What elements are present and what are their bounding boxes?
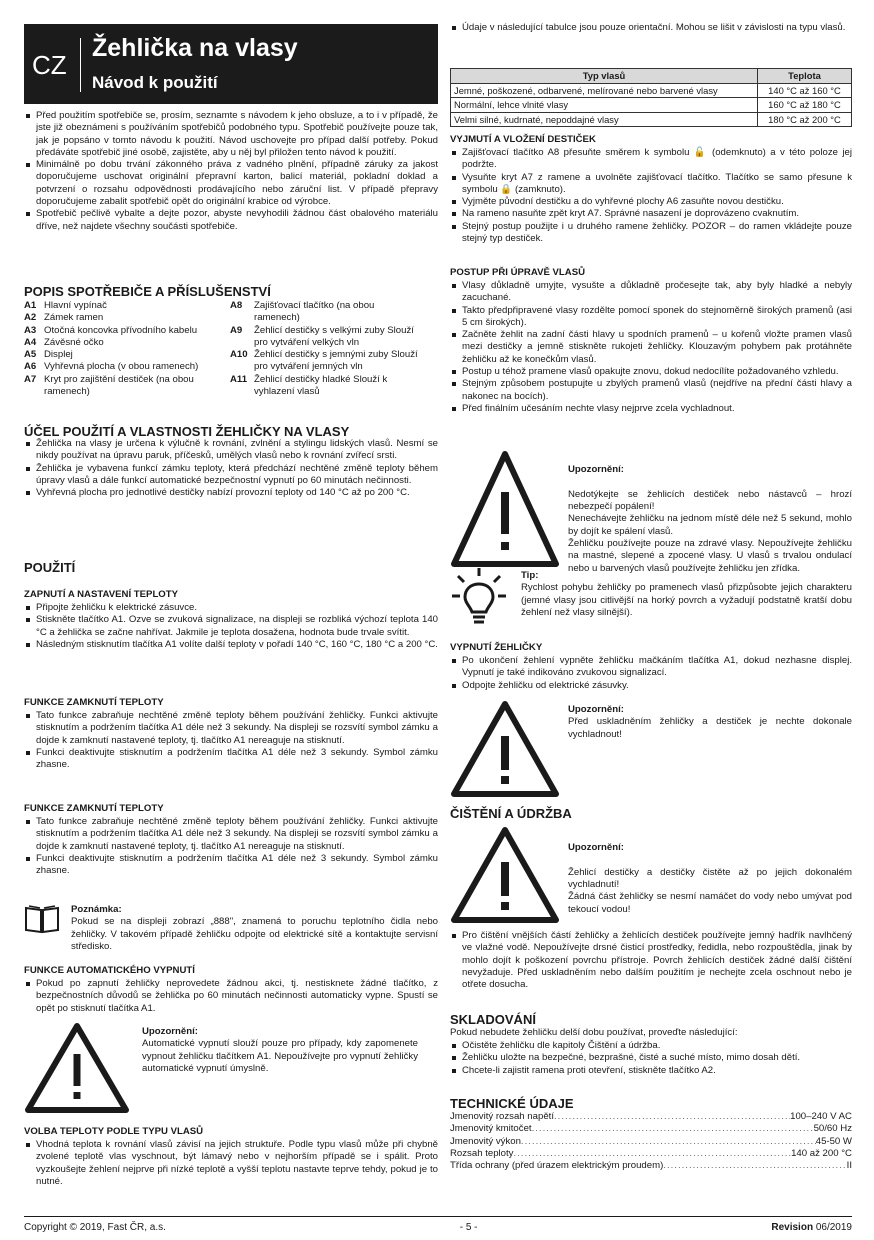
warning-box xyxy=(450,826,852,926)
section-list xyxy=(450,280,852,415)
storage-intro: Pokud nebudete žehličku delší dobu používat, proveďte následující: xyxy=(450,1027,738,1038)
parts-column-right xyxy=(230,300,420,398)
section-list xyxy=(24,1139,438,1188)
parts-heading: POPIS SPOTŘEBIČE A PŘÍSLUŠENSTVÍ xyxy=(24,284,271,299)
section-heading: VYJMUTÍ A VLOŽENÍ DESTIČEK xyxy=(450,134,596,145)
list-item: Odpojte žehličku od elektrické zásuvky. xyxy=(450,680,852,692)
list-item: Žehlička na vlasy je určena k výlučně k rovnání, zvlnění a stylingu lidských vlasů. Nesmí se nikdy používat na úpravu paruk, příčesků, umělých vlasů nebo k rovnání zvířecí srsti. xyxy=(24,438,438,463)
storage-heading: SKLADOVÁNÍ xyxy=(450,1012,536,1027)
spec-row: Třída ochrany (před úrazem elektrickým proudem) ..... II xyxy=(450,1160,852,1172)
list-item: Stejný postup použijte i u druhého ramene žehličky. POZOR – do ramen vkládejte pouze stejný typ destiček. xyxy=(450,221,852,246)
list-item: Pro čištění vnějších částí žehličky a žehlicích destiček používejte jemný hadřík navlhčený ve vlažné vodě. Nepoužívejte drsné čisticí prostředky, ředidla, nebo rozpouštědla, jinak by mohlo dojít k poškození povrchu přístroje. Povrch žehlicích destiček žádné další čištění nevyžaduje. Před uskladněním nebo dalším použitím je nechejte zcela oschnout nebo je otřete dosucha. xyxy=(450,930,852,991)
part-row: A5 Displej xyxy=(24,349,73,361)
list-item: Vysuňte kryt A7 z ramene a uvolněte zajišťovací tlačítko. Tlačítko se samo přesune k symbolu 🔒 (zamknuto). xyxy=(450,172,852,197)
section-list xyxy=(450,147,852,245)
note-box xyxy=(24,904,438,960)
part-row: A8 Zajišťovací tlačítko (na obou ramenech) xyxy=(230,300,375,324)
language-code: CZ xyxy=(32,50,67,80)
tip-title: Tip: xyxy=(521,570,539,581)
tech-specs xyxy=(450,1111,852,1172)
list-item: Údaje v následující tabulce jsou pouze orientační. Mohou se lišit v závislosti na typu vlasů. xyxy=(450,22,852,34)
parts-column-left xyxy=(24,300,230,398)
part-row: A6 Vyhřevná plocha (v obou ramenech) xyxy=(24,361,199,373)
usage-list xyxy=(24,438,438,499)
page-subtitle: Návod k použití xyxy=(92,73,218,92)
list-item: Před finálním učesáním nechte vlasy nejprve zcela vychladnout. xyxy=(450,403,852,415)
warning-box xyxy=(450,448,852,574)
section-heading: VOLBA TEPLOTY PODLE TYPU VLASŮ xyxy=(24,1126,204,1137)
column-header: Teplota xyxy=(758,69,852,84)
list-item: Funkci deaktivujte stisknutím a podržením tlačítka A1 déle než 3 sekundy. Symbol zámku zhasne. xyxy=(24,747,438,772)
list-item: Před použitím spotřebiče se, prosím, seznamte s návodem k jeho obsluze, a to i v případě, že jste již obeznámeni s používáním spotřebičů podobného typu. Spotřebič používejte pouze tak, jak je popsáno v tomto návodu k použití. Návod uschovejte pro případ další potřeby. Pokud předáváte spotřebič jiné osobě, zajistěte, aby u něj byl přiložen tento návod k použití. xyxy=(24,110,438,159)
revision: Revision 06/2019 xyxy=(771,1222,852,1233)
storage-list xyxy=(450,1040,852,1077)
page-number: - 5 - xyxy=(459,1222,478,1233)
part-row: A11 Žehlicí destičky hladké Slouží k vyhlazení vlasů xyxy=(230,373,388,398)
table-row: Normální, lehce vlnité vlasy 160 °C až 180 °C xyxy=(451,98,852,113)
note-text: Pokud se na displeji zobrazí „888", znamená to poruchu teplotního čidla nebo žehličky. V takovém případě žehličku odpojte od elektrické sítě a kontaktujte servisní středisko. xyxy=(71,916,438,952)
list-item: Tato funkce zabraňuje nechtěné změně teploty během používání žehličky. Funkci aktivujte stisknutím a podržením tlačítka A1 déle než 3 sekundy. Na displeji se rozsvítí symbol zámku a dojde k zamknutí nastavené teploty, tj. tlačítko A1 nereaguje na stisknutí. xyxy=(24,710,438,747)
warning-icon xyxy=(24,1022,130,1114)
warning-text: Žehlicí destičky a destičky čistěte až po jejich dokonalém vychladnutí! Žádná část žehličky se nesmí namáčet do vody nebo umývat pod tekoucí vodou! xyxy=(568,866,852,915)
section-list xyxy=(24,978,438,1015)
list-item: Vhodná teplota k rovnání vlasů závisí na jejich struktuře. Podle typu vlasů může při chybně zvolené teplotě vlas vyschnout, být lámavý nebo v nejhorším případě se i spálit. Proto vyzkoušejte žehlení nejprve při nízké teplotě a vyšší teplotu nastavte teprve tehdy, pokud je to nutné. xyxy=(24,1139,438,1188)
column-header: Typ vlasů xyxy=(451,69,758,84)
spec-row: Jmenovitý kmitočet ..... 50/60 Hz xyxy=(450,1123,852,1135)
warning-text: Nedotýkejte se žehlicích destiček nebo nástavců – hrozí nebezpečí popálení! Nenechávejte žehličku na jednom místě déle než 5 sekund, mohlo by dojít ke spálení vlasů. Žehličku používejte pouze na zdravé vlasy. Nepoužívejte žehličku na mastné, slepené a zpocené vlasy. U vlasů s trvalou ondulací nebo u barvených vlasů používejte žehličku jen zřídka. xyxy=(568,488,852,574)
spec-row: Jmenovitý výkon ..... 45-50 W xyxy=(450,1136,852,1148)
left-column xyxy=(24,0,438,1187)
table-row: Velmi silné, kudrnaté, nepoddajné vlasy 180 °C až 200 °C xyxy=(451,112,852,127)
temperature-table xyxy=(450,68,852,127)
tech-heading: TECHNICKÉ ÚDAJE xyxy=(450,1096,574,1111)
part-row: A2 Zámek ramen xyxy=(24,312,104,324)
list-item: Žehlička je vybavena funkcí zámku teploty, která předchází nechtěné změně teploty během úpravy vlasů a dále funkcí automatické bezpečnostní vypnutí po 60 minutách nečinnosti. xyxy=(24,463,438,488)
list-item: Chcete-li zajistit ramena proti otevření, stiskněte tlačítko A2. xyxy=(450,1065,852,1077)
warning-box xyxy=(24,1022,438,1118)
list-item: Vyhřevná plocha pro jednotlivé destičky nabízí provozní teploty od 140 °C až po 200 °C. xyxy=(24,487,438,499)
section-list xyxy=(24,602,438,651)
list-item: Na rameno nasuňte zpět kryt A7. Správné nasazení je doprovázeno cvaknutím. xyxy=(450,208,852,220)
list-item: Pokud po zapnutí žehličky neprovedete žádnou akci, tj. nestisknete žádné tlačítko, z bezpečnostních důvodů se žehlička po 60 minutách nečinnosti automaticky vypne. Spustí se opět po stisknutí tlačítka A1. xyxy=(24,978,438,1015)
list-item: Začněte žehlit na zadní části hlavy u spodních pramenů – u kořenů vložte pramen vlasů mezi destičky a jemně stiskněte rukojeti žehličky. Klouzavým pohybem pak protáhněte žehličku až ke konečkům vlasů. xyxy=(450,329,852,366)
section-heading: VYPNUTÍ ŽEHLIČKY xyxy=(450,642,543,653)
list-item: Žehličku uložte na bezpečné, bezprašné, čisté a suché místo, mimo dosah dětí. xyxy=(450,1052,852,1064)
list-item: Minimálně po dobu trvání zákonného práva z vadného plnění, případně záruky za jakost doporučujeme uschovat originální přepravní karton, balicí materiál, pokladní doklad a potvrzení o rozsahu odpovědnosti prodávajícího nebo záruční list. V případě přepravy doporučujeme zabalit spotřebič opět do originální krabice od výrobce. xyxy=(24,159,438,208)
part-row: A3 Otočná koncovka přívodního kabelu xyxy=(24,324,198,336)
page-title: Žehlička na vlasy xyxy=(92,34,298,62)
warning-icon xyxy=(450,448,560,568)
note-title: Poznámka: xyxy=(71,904,122,915)
tip-box xyxy=(450,566,852,634)
table-header-row xyxy=(451,69,852,84)
warning-box xyxy=(450,700,852,800)
warning-text: Automatické vypnutí slouží pouze pro případy, kdy zapomenete vypnout žehličku tlačítkem A1. Nepoužívejte pro vypnutí žehličky automatické vypnutí úmyslně. xyxy=(142,1038,418,1074)
list-item: Vyjměte původní destičku a do vyhřevné plochy A6 zasuňte novou destičku. xyxy=(450,196,852,208)
page-footer xyxy=(24,1216,852,1234)
lightbulb-icon xyxy=(450,566,508,628)
tip-text: Rychlost pohybu žehličky po pramenech vlasů přizpůsobte jejich charakteru (jemné vlasy jsou citlivější na horký povrch a vyžadují podstatně kratší dobu žehlení než vlasy silnější). xyxy=(521,582,852,618)
copyright: Copyright © 2019, Fast ČR, a.s. xyxy=(24,1222,166,1233)
temperature-table-wrap xyxy=(450,68,852,127)
parts-list xyxy=(24,300,438,398)
use-heading: POUŽITÍ xyxy=(24,560,76,575)
cleaning-list xyxy=(450,930,852,991)
intro-list xyxy=(24,110,438,233)
list-item: Očistěte žehličku dle kapitoly Čištění a údržba. xyxy=(450,1040,852,1052)
spec-row: Rozsah teploty ..... 140 až 200 °C xyxy=(450,1148,852,1160)
section-heading: FUNKCE AUTOMATICKÉHO VYPNUTÍ xyxy=(24,965,195,976)
section-list xyxy=(24,710,438,771)
part-row: A1 Hlavní vypínač xyxy=(24,300,107,311)
part-row: A9 Žehlicí destičky s velkými zuby Slouží pro vytváření velkých vln xyxy=(230,324,414,348)
section-list xyxy=(24,816,438,877)
list-item: Spotřebič pečlivě vybalte a dejte pozor, abyste nevyhodili žádnou část obalového materiálu dříve, než najdete všechny součásti spotřebiče. xyxy=(24,208,438,233)
section-list xyxy=(450,655,852,692)
section-heading: FUNKCE ZAMKNUTÍ TEPLOTY xyxy=(24,697,164,708)
table-row: Jemné, poškozené, odbarvené, melírované nebo barvené vlasy 140 °C až 160 °C xyxy=(451,83,852,98)
section-heading: FUNKCE ZAMKNUTÍ TEPLOTY xyxy=(24,803,164,814)
warning-icon xyxy=(450,826,560,924)
part-row: A7 Kryt pro zajištění destiček (na obou ramenech) xyxy=(24,373,194,398)
section-heading: ZAPNUTÍ A NASTAVENÍ TEPLOTY xyxy=(24,589,179,600)
part-row: A4 Závěsné očko xyxy=(24,336,104,348)
warning-icon xyxy=(450,700,560,798)
warning-title: Upozornění: xyxy=(142,1026,198,1037)
book-icon xyxy=(24,904,60,934)
usage-heading: ÚČEL POUŽITÍ A VLASTNOSTI ŽEHLIČKY NA VLASY xyxy=(24,424,350,439)
list-item: Takto předpřipravené vlasy rozdělte pomocí sponek do stejnoměrně širokých pramenů (asi 5 cm širokých). xyxy=(450,305,852,330)
cleaning-heading: ČIŠTĚNÍ A ÚDRŽBA xyxy=(450,806,572,821)
list-item: Vlasy důkladně umyjte, vysušte a důkladně pročesejte tak, aby byly hladké a nebyly zacuchané. xyxy=(450,280,852,305)
warning-title: Upozornění: xyxy=(568,842,624,854)
section-heading: POSTUP PŘI ÚPRAVĚ VLASŮ xyxy=(450,267,586,278)
list-item: Zajišťovací tlačítko A8 přesuňte směrem k symbolu 🔓 (odemknuto) a v této poloze jej podržte. xyxy=(450,147,852,172)
table-intro xyxy=(450,22,852,34)
list-item: Po ukončení žehlení vypněte žehličku mačkáním tlačítka A1, dokud nezhasne displej. Vypnutí je také indikováno zvukovou signalizací. xyxy=(450,655,852,680)
list-item: Stejným způsobem postupujte u zbylých pramenů vlasů (nejdříve na přední části hlavy a nakonec na bocích). xyxy=(450,378,852,403)
list-item: Stiskněte tlačítko A1. Ozve se zvuková signalizace, na displeji se rozbliká výchozí teplota 140 °C a žehlička se začne nahřívat. Jakmile je teplota dosažena, hodnota bude trvale svítit. xyxy=(24,614,438,639)
warning-text: Před uskladněním žehličky a destiček je nechte dokonale vychladnout! xyxy=(568,716,852,740)
part-row: A10 Žehlicí destičky s jemnými zuby Slouží pro vytváření jemných vln xyxy=(230,349,418,373)
spec-row: Jmenovitý rozsah napětí ..... 100–240 V AC xyxy=(450,1111,852,1123)
list-item: Tato funkce zabraňuje nechtěné změně teploty během používání žehličky. Funkci aktivujte stisknutím a podržením tlačítka A1 déle než 3 sekundy. Na displeji se rozsvítí symbol zámku a dojde k zamknutí nastavené teploty, tj. tlačítko A1 nereaguje na stisknutí. xyxy=(24,816,438,853)
warning-title: Upozornění: xyxy=(568,704,624,715)
warning-title: Upozornění: xyxy=(568,464,624,476)
list-item: Následným stisknutím tlačítka A1 volíte další teploty v pořadí 140 °C, 160 °C, 180 °C a 200 °C. xyxy=(24,639,438,651)
list-item: Postup u téhož pramene vlasů opakujte znovu, dokud nedocílíte požadovaného vzhledu. xyxy=(450,366,852,378)
list-item: Připojte žehličku k elektrické zásuvce. xyxy=(24,602,438,614)
list-item: Funkci deaktivujte stisknutím a podržením tlačítka A1 déle než 3 sekundy. Symbol zámku zhasne. xyxy=(24,853,438,878)
